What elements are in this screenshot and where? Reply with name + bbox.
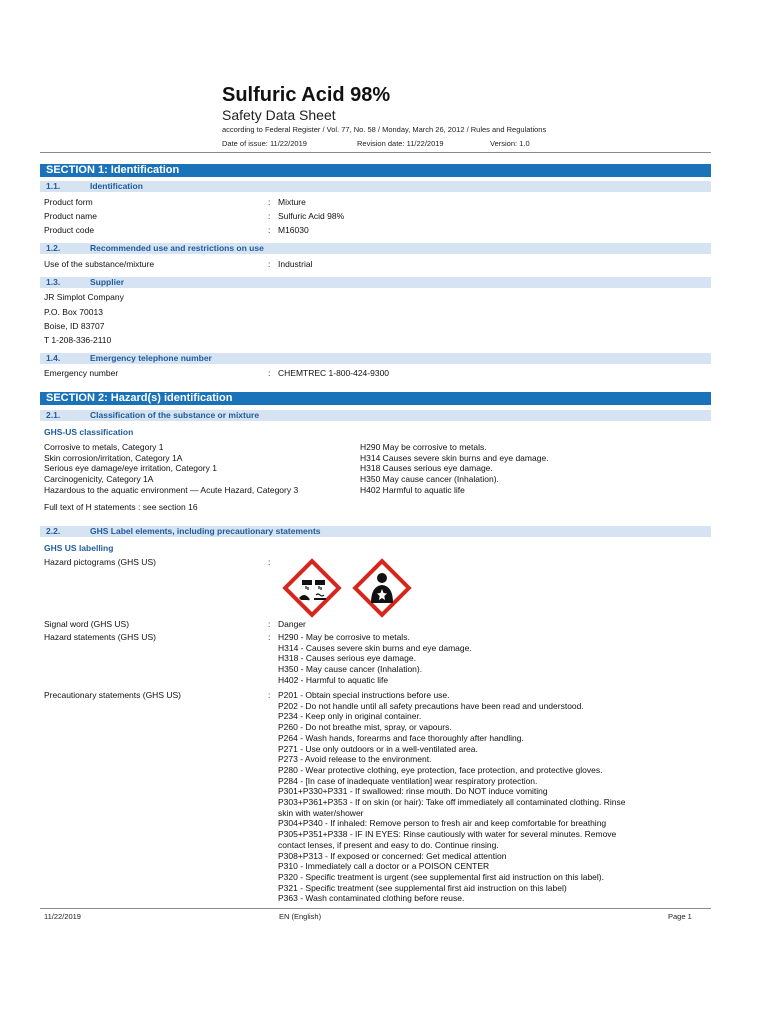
classification-category: Serious eye damage/eye irritation, Category 1 — [44, 463, 217, 474]
precautionary-statement: P202 - Do not handle until all safety precautions have been read and understood. — [278, 700, 584, 711]
subsection-1-2-bar — [40, 243, 711, 254]
classification-statement: H314 Causes severe skin burns and eye damage. — [360, 452, 549, 463]
supplier-phone: T 1-208-336-2110 — [44, 335, 112, 345]
classification-category: Corrosive to metals, Category 1 — [44, 442, 164, 452]
subsection-number: 1.4. — [46, 353, 61, 363]
subsection-label: Identification — [90, 181, 143, 191]
supplier-city: Boise, ID 83707 — [44, 321, 105, 331]
footer-divider — [40, 908, 711, 909]
colon: : — [268, 259, 271, 269]
subsection-2-1-bar — [40, 410, 711, 421]
supplier-po-box: P.O. Box 70013 — [44, 307, 103, 317]
subsection-number: 1.1. — [46, 181, 61, 191]
precautionary-statement: P363 - Wash contaminated clothing before reuse. — [278, 893, 465, 904]
precautionary-statement: P280 - Wear protective clothing, eye protection, face protection, and protective gloves. — [278, 764, 603, 775]
hazard-statement: H318 - Causes serious eye damage. — [278, 653, 416, 664]
full-text-note: Full text of H statements : see section 16 — [44, 502, 198, 512]
colon: : — [268, 225, 271, 235]
precautionary-statement: P310 - Immediately call a doctor or a POISON CENTER — [278, 861, 490, 872]
document-subtitle: Safety Data Sheet — [222, 107, 336, 123]
precautionary-statement: P321 - Specific treatment (see supplemental first aid instruction on this label) — [278, 882, 567, 893]
footer-page-number: Page 1 — [668, 912, 692, 921]
classification-category: Hazardous to the aquatic environment — Acute Hazard, Category 3 — [44, 484, 299, 495]
colon: : — [268, 690, 271, 700]
colon: : — [268, 197, 271, 207]
hazard-statement: H402 - Harmful to aquatic life — [278, 674, 389, 685]
colon: : — [268, 211, 271, 221]
colon: : — [268, 619, 271, 629]
subsection-1-4-bar — [40, 353, 711, 364]
subsection-label: GHS Label elements, including precautionary statements — [90, 526, 321, 536]
precautionary-statement: P273 - Avoid release to the environment. — [278, 754, 432, 765]
supplier-name: JR Simplot Company — [44, 292, 124, 302]
product-name-value: Sulfuric Acid 98% — [278, 211, 345, 221]
hazard-statement: H350 - May cause cancer (Inhalation). — [278, 664, 423, 675]
subsection-2-2-bar — [40, 526, 711, 537]
precautionary-statement: P320 - Specific treatment is urgent (see supplemental first aid instruction on this label). — [278, 871, 604, 882]
pictograms-label: Hazard pictograms (GHS US) — [44, 557, 156, 567]
subsection-label: Supplier — [90, 277, 125, 287]
header-divider — [40, 152, 711, 153]
hazard-statements-label: Hazard statements (GHS US) — [44, 632, 156, 642]
colon: : — [268, 368, 271, 378]
precautionary-statement: P201 - Obtain special instructions before use. — [278, 690, 450, 700]
colon: : — [268, 632, 271, 642]
use-label: Use of the substance/mixture — [44, 259, 155, 269]
precautionary-statement: P308+P313 - If exposed or concerned: Get medical attention — [278, 850, 507, 861]
subsection-label: Recommended use and restrictions on use — [90, 243, 264, 253]
footer-language: EN (English) — [279, 912, 322, 921]
product-form-label: Product form — [44, 197, 93, 207]
precautionary-statement: P304+P340 - If inhaled: Remove person to fresh air and keep comfortable for breathing — [278, 818, 607, 829]
version: Version: 1.0 — [490, 139, 530, 148]
emergency-label: Emergency number — [44, 368, 119, 378]
subsection-number: 2.2. — [46, 526, 61, 536]
corrosion-pictogram-icon — [282, 558, 342, 618]
precautionary-statement: P305+P351+P338 - IF IN EYES: Rinse cautiously with water for several minutes. Remove — [278, 829, 617, 840]
use-value: Industrial — [278, 259, 313, 269]
classification-categories — [44, 442, 298, 496]
precautionary-statement: P303+P361+P353 - If on skin (or hair): Take off immediately all contaminated clothing. Rinse — [278, 797, 626, 808]
precautionary-label: Precautionary statements (GHS US) — [44, 690, 181, 700]
precautionary-statement: P284 - [In case of inadequate ventilation] wear respiratory protection. — [278, 775, 538, 786]
subsection-1-3-bar — [40, 277, 711, 288]
health-hazard-pictogram-icon — [352, 558, 412, 618]
product-code-value: M16030 — [278, 225, 309, 235]
classification-statement: H350 May cause cancer (Inhalation). — [360, 474, 499, 485]
signal-word-value: Danger — [278, 619, 306, 629]
emergency-value: CHEMTREC 1-800-424-9300 — [278, 368, 390, 378]
section-1-bar: SECTION 1: Identification — [40, 164, 711, 177]
precautionary-statement: P271 - Use only outdoors or in a well-ventilated area. — [278, 743, 478, 754]
classification-category: Skin corrosion/irritation, Category 1A — [44, 452, 183, 463]
document-title: Sulfuric Acid 98% — [222, 84, 391, 106]
revision-date: Revision date: 11/22/2019 — [357, 139, 444, 148]
precautionary-statement: contact lenses, if present and easy to do. Continue rinsing. — [278, 839, 499, 850]
product-form-value: Mixture — [278, 197, 306, 207]
section-2-bar: SECTION 2: Hazard(s) identification — [40, 392, 711, 405]
issue-date: Date of issue: 11/22/2019 — [222, 139, 307, 148]
precautionary-statement: P301+P330+P331 - If swallowed: rinse mouth. Do NOT induce vomiting — [278, 786, 548, 797]
regulation-reference: according to Federal Register / Vol. 77, No. 58 / Monday, March 26, 2012 / Rules and Regulations — [222, 125, 547, 134]
footer-date: 11/22/2019 — [44, 912, 81, 921]
hazard-statement: H314 - Causes severe skin burns and eye damage. — [278, 642, 472, 653]
classification-statement: H318 Causes serious eye damage. — [360, 463, 493, 474]
subsection-label: Emergency telephone number — [90, 353, 212, 363]
signal-word-label: Signal word (GHS US) — [44, 619, 130, 629]
classification-statements — [360, 442, 549, 496]
colon: : — [268, 557, 271, 567]
product-name-label: Product name — [44, 211, 97, 221]
hazard-statement: H290 - May be corrosive to metals. — [278, 632, 410, 642]
subsection-1-1-bar — [40, 181, 711, 192]
classification-statement: H290 May be corrosive to metals. — [360, 442, 487, 452]
subsection-number: 2.1. — [46, 410, 61, 420]
ghs-labelling-heading: GHS US labelling — [44, 543, 114, 553]
precautionary-statement: P234 - Keep only in original container. — [278, 711, 422, 722]
hazard-statements-list — [278, 632, 472, 686]
subsection-number: 1.3. — [46, 277, 61, 287]
subsection-label: Classification of the substance or mixture — [90, 410, 260, 420]
precautionary-statement: P260 - Do not breathe mist, spray, or vapours. — [278, 722, 452, 733]
precautionary-statements-list — [278, 690, 625, 904]
classification-category: Carcinogenicity, Category 1A — [44, 474, 154, 485]
precautionary-statement: P264 - Wash hands, forearms and face thoroughly after handling. — [278, 732, 524, 743]
subsection-number: 1.2. — [46, 243, 61, 253]
ghs-classification-heading: GHS-US classification — [44, 427, 134, 437]
product-code-label: Product code — [44, 225, 95, 235]
precautionary-statement: skin with water/shower — [278, 807, 364, 818]
classification-statement: H402 Harmful to aquatic life — [360, 484, 465, 495]
